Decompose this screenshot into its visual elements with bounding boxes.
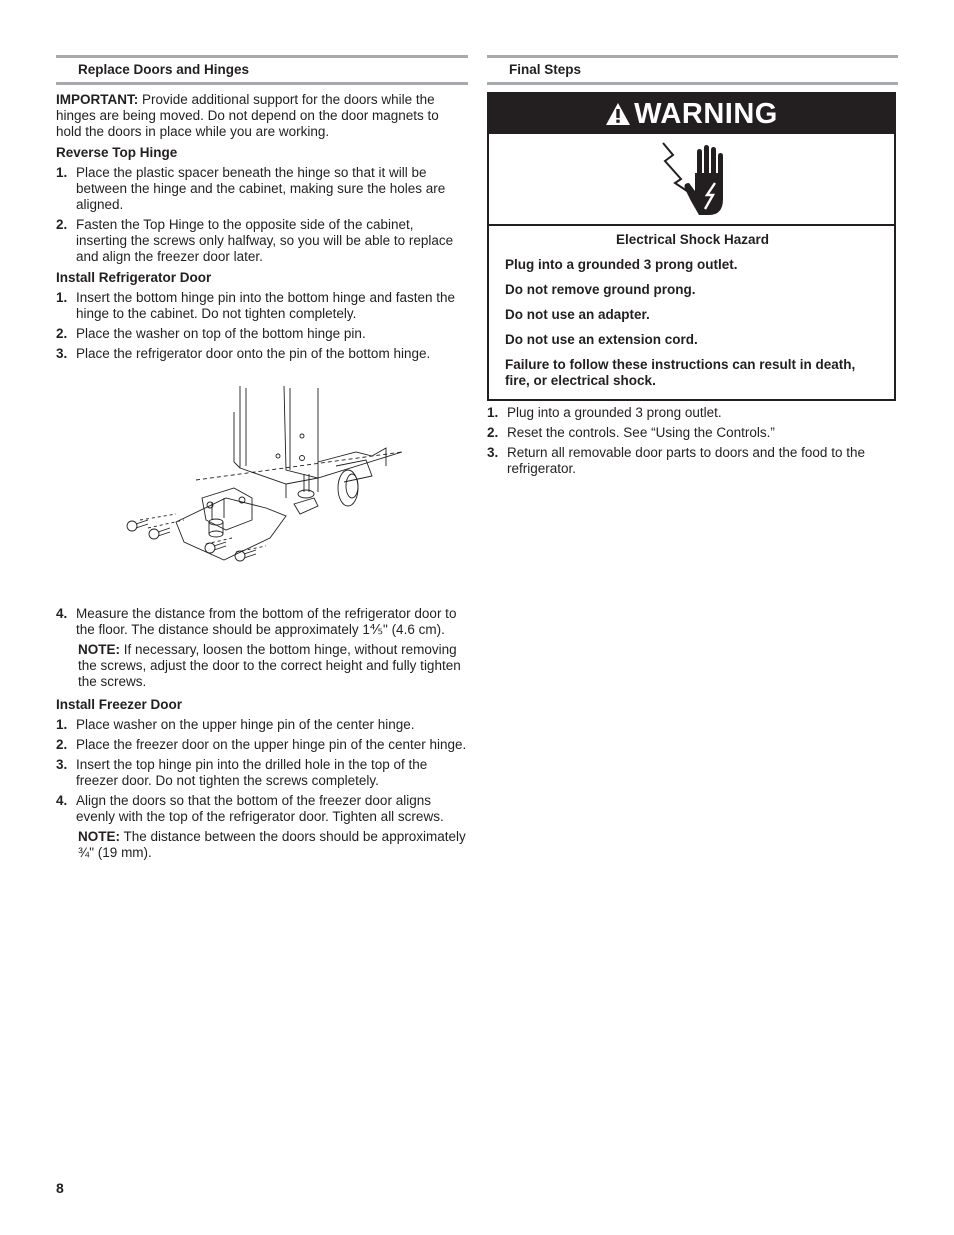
important-label: IMPORTANT: <box>56 92 139 107</box>
hazard-title: Electrical Shock Hazard <box>615 232 770 247</box>
right-column <box>487 55 898 481</box>
list-item <box>56 165 468 213</box>
final-steps-list <box>487 405 898 477</box>
step-text: Reset the controls. See “Using the Controls.” <box>507 425 775 440</box>
list-item <box>56 793 468 825</box>
list-item <box>487 445 898 477</box>
bottom-hinge-illustration <box>56 370 468 590</box>
warning-triangle-icon <box>605 102 631 126</box>
note-bottom-hinge <box>78 642 468 690</box>
list-item <box>56 217 468 265</box>
step-number: 4. <box>56 793 68 808</box>
step-number: 1. <box>56 165 68 180</box>
subheading-install-freezer-door: Install Freezer Door <box>56 697 183 712</box>
step-text: Place the refrigerator door onto the pin of the bottom hinge. <box>76 346 431 361</box>
step-text: Return all removable door parts to doors and the food to the refrigerator. <box>507 445 865 476</box>
note-label: NOTE: <box>78 829 120 844</box>
list-item <box>56 290 468 322</box>
step-text: Align the doors so that the bottom of the freezer door aligns evenly with the top of the refrigerator door. Tighten all screws. <box>76 793 444 824</box>
step-text: Fasten the Top Hinge to the opposite side of the cabinet, inserting the screws only halfway, so you will be able to replace and align the freezer door later. <box>76 217 454 264</box>
install-refrigerator-door-steps <box>56 290 468 362</box>
step-number: 3. <box>56 757 68 772</box>
section-heading-replace-doors: Replace Doors and Hinges <box>56 55 468 85</box>
left-column <box>56 55 468 861</box>
step-number: 1. <box>487 405 499 420</box>
install-freezer-door-steps <box>56 717 468 825</box>
warning-line: Do not use an extension cord. <box>505 332 698 347</box>
warning-text <box>489 226 894 399</box>
warning-header <box>489 94 894 134</box>
step-text: Insert the top hinge pin into the drilled hole in the top of the freezer door. Do not tighten the screws completely. <box>76 757 428 788</box>
step-number: 1. <box>56 290 68 305</box>
step-text: Place the freezer door on the upper hinge pin of the center hinge. <box>76 737 467 752</box>
warning-box <box>487 92 896 401</box>
subheading-reverse-top-hinge: Reverse Top Hinge <box>56 145 178 160</box>
note-text: The distance between the doors should be approximately ¾" (19 mm). <box>78 829 466 860</box>
subheading-install-refrigerator-door: Install Refrigerator Door <box>56 270 212 285</box>
step-number: 1. <box>56 717 68 732</box>
install-refrigerator-door-step4 <box>56 606 468 638</box>
important-paragraph <box>56 92 468 140</box>
step-number: 4. <box>56 606 68 621</box>
warning-line: Failure to follow these instructions can result in death, fire, or electrical shock. <box>505 357 856 388</box>
step-number: 2. <box>56 737 68 752</box>
warning-line: Do not remove ground prong. <box>505 282 696 297</box>
section-heading-final-steps: Final Steps <box>487 55 898 85</box>
list-item <box>487 405 898 421</box>
list-item <box>56 737 468 753</box>
important-text: Provide additional support for the doors while the hinges are being moved. Do not depend on the door magnets to hold the doors in place while you are working. <box>56 92 439 139</box>
step-text: Plug into a grounded 3 prong outlet. <box>507 405 722 420</box>
step-number: 2. <box>487 425 499 440</box>
step-text: Place the washer on top of the bottom hinge pin. <box>76 326 366 341</box>
step-text: Place washer on the upper hinge pin of the center hinge. <box>76 717 415 732</box>
reverse-top-hinge-steps <box>56 165 468 265</box>
list-item <box>56 757 468 789</box>
list-item <box>56 717 468 733</box>
note-label: NOTE: <box>78 642 120 657</box>
step-text: Place the plastic spacer beneath the hinge so that it will be between the hinge and the cabinet, making sure the holes are aligned. <box>76 165 446 212</box>
warning-line: Plug into a grounded 3 prong outlet. <box>505 257 738 272</box>
step-number: 2. <box>56 326 68 341</box>
page-number: 8 <box>56 1180 64 1196</box>
list-item <box>487 425 898 441</box>
note-text: If necessary, loosen the bottom hinge, without removing the screws, adjust the door to the correct height and fully tighten the screws. <box>78 642 461 689</box>
step-text: Measure the distance from the bottom of the refrigerator door to the floor. The distance should be approximately 1⅘" (4.6 cm). <box>76 606 457 637</box>
warning-symbol-area <box>489 134 894 226</box>
warning-line: Do not use an adapter. <box>505 307 650 322</box>
step-number: 3. <box>56 346 68 361</box>
step-number: 3. <box>487 445 499 460</box>
list-item <box>56 346 468 362</box>
note-freezer-door <box>78 829 468 861</box>
list-item <box>56 326 468 342</box>
step-number: 2. <box>56 217 68 232</box>
list-item <box>56 606 468 638</box>
warning-label: WARNING <box>634 98 778 130</box>
electrical-shock-hand-icon <box>659 139 725 219</box>
step-text: Insert the bottom hinge pin into the bottom hinge and fasten the hinge to the cabinet. Do not tighten completely. <box>76 290 456 321</box>
